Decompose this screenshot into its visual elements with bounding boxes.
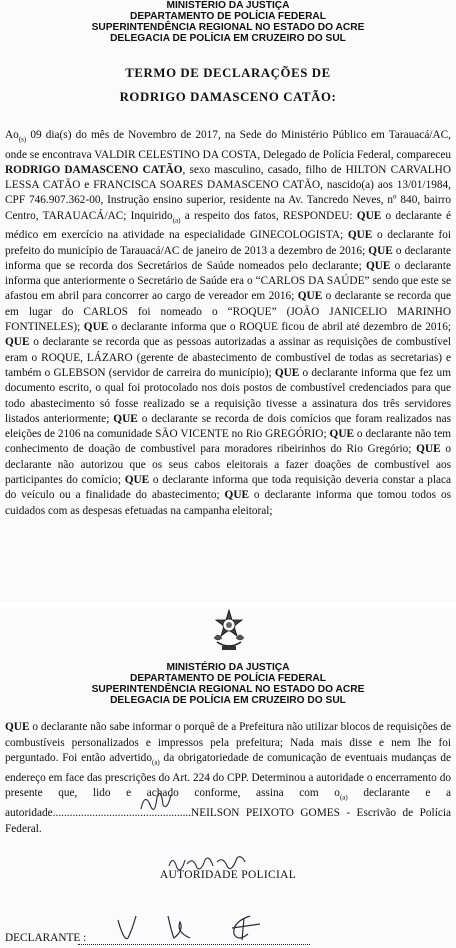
que-label: QUE	[368, 244, 393, 257]
que-label: QUE	[83, 321, 109, 334]
statement: o declarante se recorda de dois comícios que foram realizados nas eleições de 2106 na comunidade SÃO VICENTE no Rio GREGÓRIO;	[5, 412, 451, 441]
declaration-body	[5, 128, 451, 519]
header-line-4: DELEGACIA DE POLÍCIA EM CRUZEIRO DO SUL	[110, 33, 346, 44]
closing-text-a: o declarante não sabe informar o porquê de a Prefeitura não utilizar blocos de requisições de combustíveis personalizados e impressos pela prefeitura; Nada mais disse e nem lhe foi perguntado. Foi então advertido	[5, 721, 451, 764]
document-title-line-1: TERMO DE DECLARAÇÕES DE	[125, 66, 331, 80]
document-page-2	[0, 607, 456, 948]
que-label: QUE	[416, 443, 441, 456]
statement: o declarante foi prefeito do município de Tarauacá/AC de janeiro de 2013 a dezembro de 2016;	[5, 229, 452, 257]
brazil-coat-of-arms-icon	[208, 608, 250, 654]
header-line-2: DEPARTAMENTO DE POLÍCIA FEDERAL	[129, 11, 327, 22]
statement: o declarante se recorda que em lugar do CARLOS foi nomeado o “ROQUE” (JOÃO JANICELIO MARINHO FONTINELES);	[5, 290, 451, 334]
agency-header	[0, 662, 456, 706]
statement: o declarante é médico em exercício na atividade na especialidade GINECOLOGISTA;	[5, 209, 452, 242]
que-label: QUE	[356, 209, 382, 222]
statement: o declarante informa que anteriormente o Secretário de Saúde era o “CARLOS DA SAÚDE” sendo que este se afastou em abril para concorrer ao cargo de vereador em 2016;	[5, 259, 451, 303]
header-line-3: SUPERINTENDÊNCIA REGIONAL NO ESTADO DO ACRE	[91, 22, 365, 33]
agency-header	[0, 0, 456, 44]
que-label: QUE	[5, 721, 30, 733]
declarant-label: DECLARANTE :	[5, 932, 87, 944]
closing-text-b: da obrigatoriedade de comunicação de eventuais mudanças de endereço em face das prescrições do Art. 224 do CPP. Determinou a autoridade o encerramento do presente que, lido e achado conforme, assina com o	[5, 752, 451, 800]
text-sub: (a)	[172, 215, 181, 224]
declarant-signature-line	[78, 944, 310, 945]
que-label: QUE	[297, 290, 323, 303]
statement: o declarante informa que toda requisição deveria constar a placa do veículo ou a finalidade do abastecimento;	[5, 474, 452, 502]
que-label: QUE	[113, 412, 138, 425]
inline-signature-icon	[135, 785, 175, 817]
authority-label: AUTORIDADE POLICIAL	[159, 869, 297, 881]
statement: o declarante não tem conhecimento de doação de combustível para moradores ribeirinhos do Rio Gregório;	[5, 428, 451, 456]
declarant-signature-icon	[110, 912, 275, 944]
que-label: QUE	[347, 229, 373, 242]
statement: o declarante se recorda que as pessoas autorizadas a assinar as requisições de combustível eram o ROQUE, LÁZARO (gerente de abastecimento de combustível de todas as secretarias) e também o GLEBSON (servidor de carreira do município);	[5, 336, 451, 379]
statement: o declarante informa que o ROQUE ficou de abril até dezembro de 2016;	[108, 321, 451, 334]
text-intro-d: a respeito dos fatos, RESPONDEU:	[180, 209, 357, 222]
closing-text-c: declarante e a autoridade.................................................NEILSON PEIXOTO GOMES - Escrivão de Polícia Federal.	[5, 787, 451, 835]
declarant-name: RODRIGO DAMASCENO CATÃO	[5, 163, 183, 176]
text-intro-a: Ao	[5, 129, 19, 141]
que-label: QUE	[124, 474, 150, 487]
text-sub: (a)	[339, 793, 348, 802]
text-sub: (s)	[18, 135, 27, 144]
text-sub: (a)	[151, 758, 160, 767]
que-label: QUE	[365, 259, 391, 272]
que-label: QUE	[274, 366, 300, 379]
document-title-line-2: RODRIGO DAMASCENO CATÃO:	[119, 90, 337, 104]
que-label: QUE	[329, 428, 355, 441]
header-line-4: DELEGACIA DE POLÍCIA EM CRUZEIRO DO SUL	[110, 695, 346, 706]
text-intro-b: 09 dia(s) do mês de Novembro de 2017, na Sede do Ministério Público em Tarauacá/AC, onde se encontrava VALDIR CELESTINO DA COSTA, Delegado de Polícia Federal, compareceu	[5, 129, 451, 161]
statement: o declarante não autorizou que os seus cabos eleitorais a fazer doações de combustível aos participantes do comício;	[5, 443, 451, 487]
que-label: QUE	[224, 489, 250, 502]
header-line-1: MINISTÉRIO DA JUSTIÇA	[166, 662, 290, 673]
header-line-2: DEPARTAMENTO DE POLÍCIA FEDERAL	[129, 673, 327, 684]
statement: o declarante informa que se recorda dos Secretários de Saúde nomeados pelo declarante;	[5, 244, 451, 272]
header-line-3: SUPERINTENDÊNCIA REGIONAL NO ESTADO DO ACRE	[91, 684, 365, 695]
header-line-1: MINISTÉRIO DA JUSTIÇA	[166, 0, 290, 11]
statement: o declarante informa que tomou todos os cuidados com as despesas efetuadas na campanha eleitoral;	[5, 489, 451, 517]
text-intro-c: , sexo masculino, casado, filho de HILTON CARVALHO LESSA CATÃO e FRANCISCA SOARES DAMASCENO CATÃO, nascido(a) aos 13/01/1984, CPF 746.907.362-00, Instrução ensino superior, residente na Av. Tancredo Neves, nº 840, bairro Centro, TARAUACÁ/AC; Inquirido	[5, 163, 451, 222]
que-label: QUE	[5, 336, 30, 349]
closing-paragraph	[5, 720, 451, 837]
statement: o declarante informa que fez um documento escrito, o qual foi protocolado nos dois postos de combustível credenciados para que todo abastecimento só fosse realizado se a requisição tivesse a assinatura dos três servidores listados anteriormente;	[5, 366, 451, 425]
